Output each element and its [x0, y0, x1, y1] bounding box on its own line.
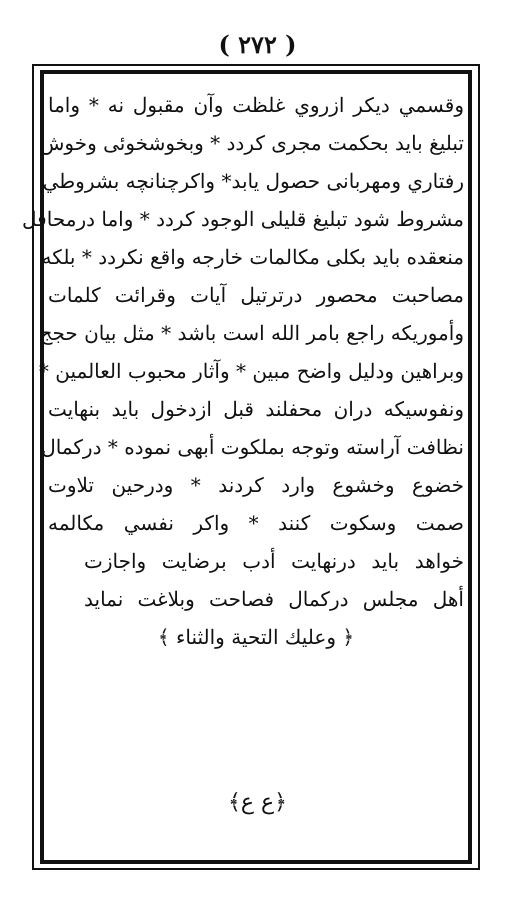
closing-salutation: ﴿ وعليك التحية والثناء ﴾ — [157, 625, 355, 649]
text-line: صمت وسكوت كنند * واكر نفسي مكالمه — [48, 511, 464, 535]
text-line: خضوع وخشوع وارد كردند * ودرحين تلاوت — [48, 473, 464, 497]
text-line: مصاحبت محصور درترتيل آيات وقرائت كلمات — [48, 283, 464, 307]
text-line: أهل مجلس دركمال فصاحت وبلاغت نمايد — [84, 587, 464, 611]
text-line: رفتاري ومهربانى حصول يابد* واكرچنانچه بشروطي — [42, 169, 464, 193]
text-line: تبليغ بايد بحكمت مجرى كردد * وبخوشخوئى وخوش — [39, 131, 464, 155]
text-line: وبراهين ودليل واضح مبين * وآثار محبوب العالمين * — [38, 359, 464, 383]
text-line: وأموريكه راجع بامر الله است باشد * مثل بيان حجج — [39, 321, 464, 345]
body-text — [22, 86, 464, 656]
text-line: منعقده بايد بكلى مكالمات خارجه واقع نكردد * بلكه — [41, 245, 464, 269]
text-line: مشروط شود تبليغ قليلى الوجود كردد * واما درمحافل — [22, 207, 464, 231]
text-line: ونفوسيكه دران محفلند قبل ازدخول بايد بنهايت — [48, 397, 464, 421]
text-line: خواهد بايد درنهايت أدب برضايت واجازت — [84, 549, 464, 573]
text-line: وقسمي ديكر ازروي غلظت وآن مقبول نه * واما — [48, 93, 464, 117]
text-line: نظافت آراسته وتوجه بملكوت أبهى نموده * دركمال — [41, 435, 464, 459]
end-mark: ﴿ع ع﴾ — [227, 790, 288, 815]
page-number: ( ٢٧٢ ) — [218, 30, 297, 59]
